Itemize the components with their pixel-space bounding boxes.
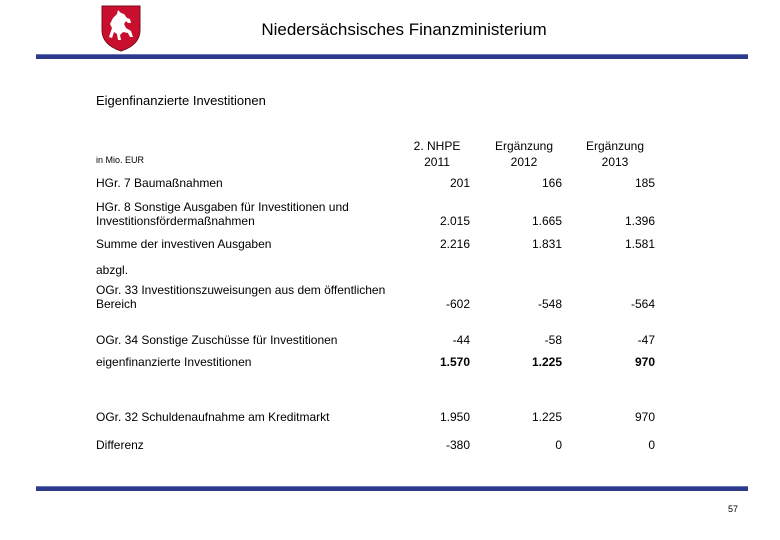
table-cell: 1.950 [439, 410, 470, 424]
table-cell: 166 [541, 176, 562, 190]
table-cell-total: 1.570 [439, 355, 470, 369]
column-header-line1: Ergänzung [585, 139, 645, 153]
header-title: Niedersächsisches Finanzministerium [261, 20, 547, 39]
table-cell: 2.216 [439, 237, 470, 251]
column-header-line1: 2. NHPE [413, 139, 461, 153]
row-label-eigenfinanzierte: eigenfinanzierte Investitionen [96, 355, 252, 369]
column-header-line2: 2013 [601, 155, 629, 169]
table-cell: -564 [630, 297, 655, 311]
table-cell-total: 970 [634, 355, 655, 369]
column-header-2012 [479, 138, 569, 170]
footer-divider-bar [36, 486, 748, 491]
column-header-2013 [570, 138, 660, 170]
table-cell: -380 [445, 438, 470, 452]
row-label-abzgl: abzgl. [96, 263, 129, 277]
table-cell: 970 [634, 410, 655, 424]
table-cell: 0 [648, 438, 655, 452]
row-label-ogr33 [96, 283, 385, 311]
table-cell: -47 [637, 333, 655, 347]
column-header-line2: 2011 [424, 155, 450, 169]
header-divider-bar [36, 54, 748, 59]
row-label-differenz: Differenz [96, 438, 144, 452]
table-cell: 2.015 [439, 214, 470, 228]
column-header-line1: Ergänzung [494, 139, 554, 153]
page-number: 57 [728, 504, 739, 514]
table-cell: 0 [555, 438, 562, 452]
row-label-hgr7: HGr. 7 Baumaßnahmen [96, 176, 223, 190]
table-cell: 201 [449, 176, 470, 190]
row-label-ogr34: OGr. 34 Sonstige Zuschüsse für Investitionen [96, 333, 338, 347]
unit-label: in Mio. EUR [96, 155, 145, 165]
table-cell: -548 [537, 297, 562, 311]
table-cell: 1.581 [624, 237, 655, 251]
table-cell: 1.225 [531, 410, 562, 424]
table-cell: -602 [445, 297, 470, 311]
row-label-line2: Bereich [96, 297, 137, 311]
section-title: Eigenfinanzierte Investitionen [96, 93, 266, 108]
column-header-line2: 2012 [510, 155, 538, 169]
table-cell-total: 1.225 [531, 355, 562, 369]
column-header-2011 [392, 138, 482, 170]
row-label-summe: Summe der investiven Ausgaben [96, 237, 272, 251]
table-cell: 1.396 [624, 214, 655, 228]
table-cell: -58 [544, 333, 562, 347]
row-label-hgr8 [96, 200, 349, 228]
row-label-line2: Investitionsfördermaßnahmen [96, 214, 255, 228]
table-cell: -44 [452, 333, 470, 347]
table-cell: 1.831 [531, 237, 562, 251]
row-label-ogr32: OGr. 32 Schuldenaufnahme am Kreditmarkt [96, 410, 330, 424]
table-cell: 185 [634, 176, 655, 190]
row-label-line1: OGr. 33 Investitionszuweisungen aus dem öffentlichen [96, 283, 386, 297]
row-label-line1: HGr. 8 Sonstige Ausgaben für Investitionen und [96, 200, 349, 214]
table-cell: 1.665 [531, 214, 562, 228]
